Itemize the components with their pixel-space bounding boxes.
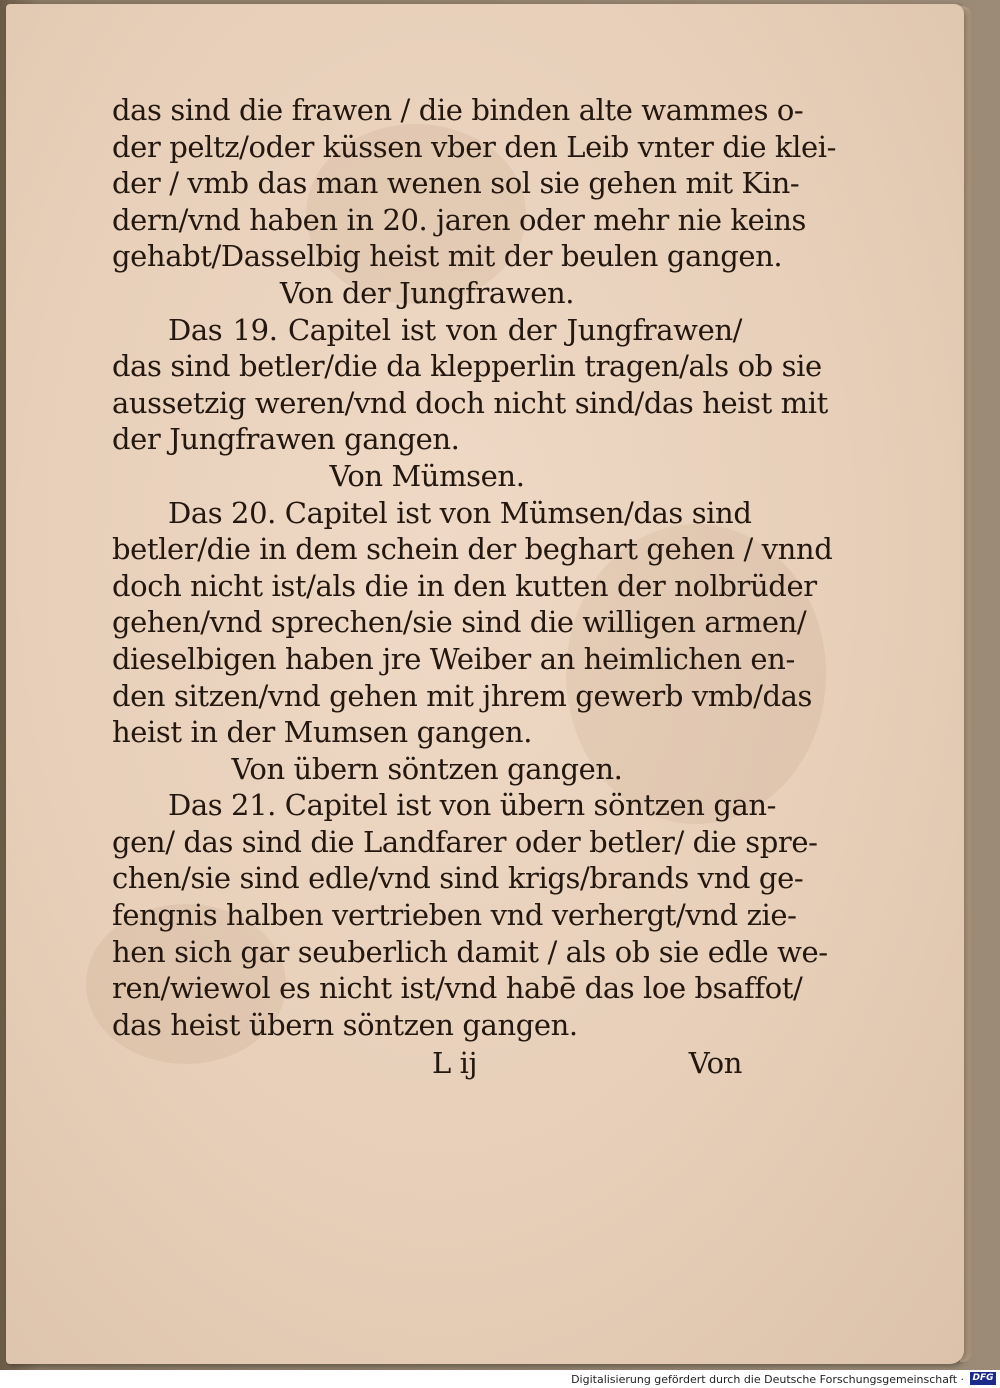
text-line: der Jungfrawen gangen. [112, 422, 460, 457]
text-line: das sind die frawen / die binden alte wammes o- [112, 93, 804, 127]
section-heading: Von Mümsen. [329, 458, 525, 493]
text-line: doch nicht ist/als die in den kutten der nolbrüder [112, 568, 817, 603]
text-line: heist in der Mumsen gangen. [112, 715, 533, 750]
text-line: aussetzig weren/vnd doch nicht sind/das heist mit [112, 385, 828, 420]
text-line: Das 21. Capitel ist von übern söntzen gan- [168, 788, 777, 823]
text-line: Das 19. Capitel ist von der Jungfrawen/ [168, 312, 742, 347]
text-line: den sitzen/vnd gehen mit jhrem gewerb vmb/das [112, 678, 812, 713]
text-line: chen/sie sind edle/vnd sind krigs/brands vnd ge- [112, 861, 804, 896]
signature-mark: L ij [432, 1046, 478, 1081]
text-line: gehen/vnd sprechen/sie sind die willigen armen/ [112, 605, 807, 640]
text-line: hen sich gar seuberlich damit / als ob sie edle we- [112, 934, 828, 969]
page-foot [112, 1045, 742, 1089]
text-line: das heist übern söntzen gangen. [112, 1007, 578, 1042]
text-line: Das 20. Capitel ist von Mümsen/das sind [168, 495, 752, 530]
text-line: dieselbigen haben jre Weiber an heimlichen en- [112, 641, 795, 676]
text-line: der / vmb das man wenen sol sie gehen mit Kin- [112, 166, 800, 201]
funding-credit: Digitalisierung gefördert durch die Deutsche Forschungsgemeinschaft · [571, 1373, 964, 1386]
text-line: betler/die in dem schein der beghart gehen / vnnd [112, 532, 833, 567]
text-line: ren/wiewol es nicht ist/vnd habē das loe bsaffot/ [112, 971, 803, 1006]
catchword: Von [688, 1046, 742, 1081]
text-line: dern/vnd haben in 20. jaren oder mehr nie keins [112, 202, 806, 237]
text-line: das sind betler/die da klepperlin tragen/als ob sie [112, 349, 822, 384]
section-heading: Von übern söntzen gangen. [231, 751, 623, 786]
page-text [112, 92, 836, 1089]
text-line: gehabt/Dasselbig heist mit der beulen gangen. [112, 239, 783, 274]
text-line: der peltz/oder küssen vber den Leib vnter die klei- [112, 129, 836, 164]
text-line: fengnis halben vertrieben vnd verhergt/vnd zie- [112, 898, 797, 933]
section-heading: Von der Jungfrawen. [279, 275, 575, 310]
text-line: gen/ das sind die Landfarer oder betler/ die spre- [112, 824, 818, 859]
dfg-logo-icon: DFG [970, 1372, 996, 1385]
